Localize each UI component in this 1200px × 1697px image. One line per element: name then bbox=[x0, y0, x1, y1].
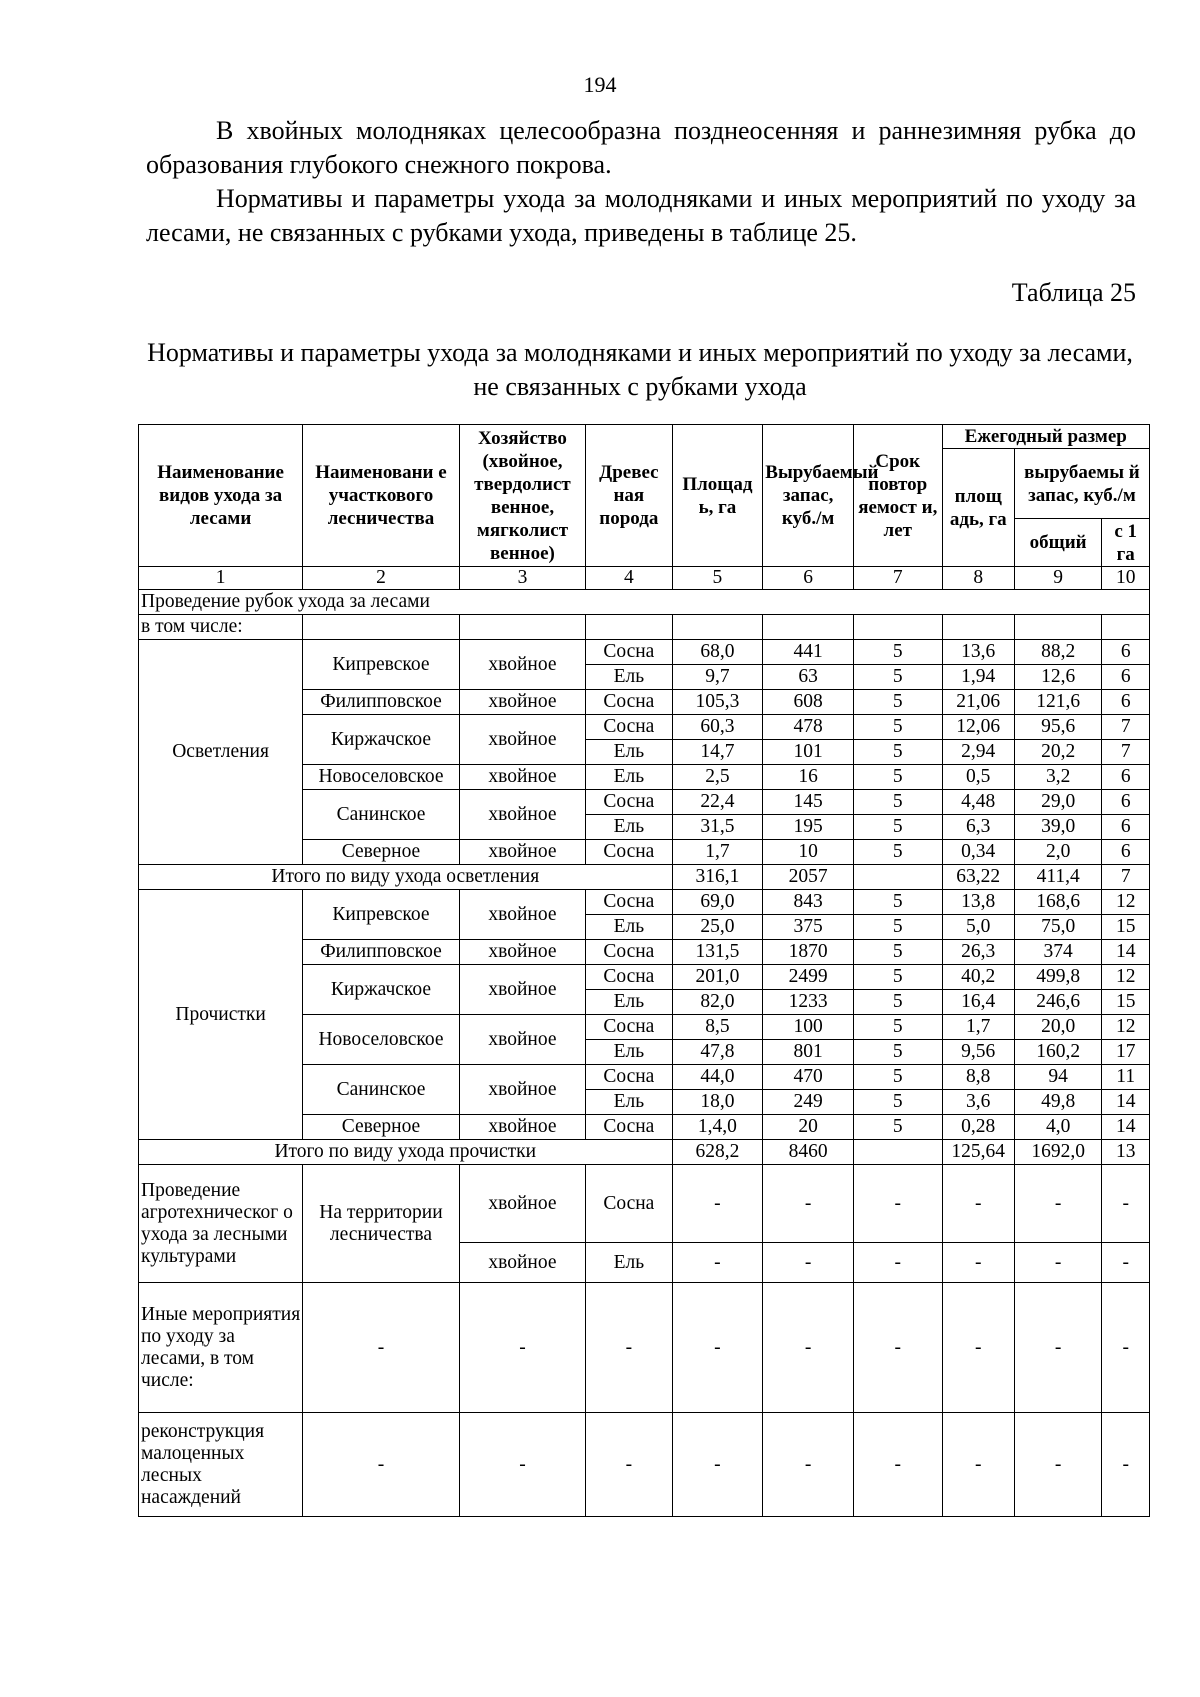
header-economy: Хозяйство (хвойное, твердолист венное, мягколист венное) bbox=[459, 425, 585, 567]
annual-total-cell: 75,0 bbox=[1014, 915, 1101, 940]
per-ha-cell: 6 bbox=[1102, 840, 1150, 865]
including-row bbox=[139, 615, 1150, 640]
annual-total-cell: 168,6 bbox=[1014, 890, 1101, 915]
annual-total-cell: 49,8 bbox=[1014, 1090, 1101, 1115]
header-felled: вырубаемы й запас, куб./м bbox=[1014, 449, 1149, 519]
annual-area-cell: 8,8 bbox=[942, 1065, 1014, 1090]
area-cell: 31,5 bbox=[672, 815, 763, 840]
stock-cell: 478 bbox=[763, 715, 854, 740]
term-cell: 5 bbox=[853, 1065, 942, 1090]
area-cell: 22,4 bbox=[672, 790, 763, 815]
per-ha-cell: 14 bbox=[1102, 940, 1150, 965]
stock-cell: 101 bbox=[763, 740, 854, 765]
stock-cell: 470 bbox=[763, 1065, 854, 1090]
index-row: 1 2 3 4 5 6 7 8 9 10 bbox=[139, 567, 1150, 590]
species-cell: Ель bbox=[586, 990, 672, 1015]
term-cell: 5 bbox=[853, 690, 942, 715]
annual-total-cell: 20,2 bbox=[1014, 740, 1101, 765]
term-cell: 5 bbox=[853, 1015, 942, 1040]
annual-total-cell: 3,2 bbox=[1014, 765, 1101, 790]
area-cell: 201,0 bbox=[672, 965, 763, 990]
per-ha-cell: 7 bbox=[1102, 715, 1150, 740]
annual-total-cell: 94 bbox=[1014, 1065, 1101, 1090]
annual-total-cell: 88,2 bbox=[1014, 640, 1101, 665]
annual-total-cell: 29,0 bbox=[1014, 790, 1101, 815]
term-cell: 5 bbox=[853, 1090, 942, 1115]
annual-area-cell: 16,4 bbox=[942, 990, 1014, 1015]
economy-cell: хвойное bbox=[459, 1065, 585, 1115]
area-cell: 9,7 bbox=[672, 665, 763, 690]
annual-total-cell: 374 bbox=[1014, 940, 1101, 965]
annual-area-cell: 4,48 bbox=[942, 790, 1014, 815]
recon-type: реконструкция малоценных лесных насаждений bbox=[139, 1413, 303, 1517]
paragraph-1: В хвойных молодняках целесообразна позднеосенняя и раннезимняя рубка до образования глубокого снежного покрова. bbox=[146, 116, 1136, 179]
annual-total-cell: 39,0 bbox=[1014, 815, 1101, 840]
annual-area-cell: 5,0 bbox=[942, 915, 1014, 940]
agro-forestry: На территории лесничества bbox=[303, 1165, 460, 1283]
per-ha-cell: 14 bbox=[1102, 1090, 1150, 1115]
forestry-cell: Санинское bbox=[303, 790, 460, 840]
stock-cell: 63 bbox=[763, 665, 854, 690]
term-cell: 5 bbox=[853, 915, 942, 940]
header-annual-area: площ адь, га bbox=[942, 449, 1014, 567]
economy-cell: хвойное bbox=[459, 940, 585, 965]
per-ha-cell: 6 bbox=[1102, 790, 1150, 815]
header-type: Наименование видов ухода за лесами bbox=[139, 425, 303, 567]
species-cell: Ель bbox=[586, 815, 672, 840]
care-type-cell: Осветления bbox=[139, 640, 303, 865]
per-ha-cell: 15 bbox=[1102, 990, 1150, 1015]
stock-cell: 1870 bbox=[763, 940, 854, 965]
forestry-cell: Новоселовское bbox=[303, 765, 460, 790]
per-ha-cell: 11 bbox=[1102, 1065, 1150, 1090]
table-row bbox=[139, 640, 1150, 665]
term-cell: 5 bbox=[853, 965, 942, 990]
economy-cell: хвойное bbox=[459, 640, 585, 690]
annual-total-cell: 95,6 bbox=[1014, 715, 1101, 740]
header-annual: Ежегодный размер bbox=[942, 425, 1149, 449]
total-row: Итого по виду ухода осветления 316,1 2057 63,22 411,4 7 bbox=[139, 865, 1150, 890]
term-cell: 5 bbox=[853, 1115, 942, 1140]
species-cell: Сосна bbox=[586, 1115, 672, 1140]
species-cell: Сосна bbox=[586, 790, 672, 815]
annual-area-cell: 3,6 bbox=[942, 1090, 1014, 1115]
stock-cell: 10 bbox=[763, 840, 854, 865]
total-label: Итого по виду ухода осветления bbox=[139, 865, 673, 890]
stock-cell: 100 bbox=[763, 1015, 854, 1040]
care-type-cell: Прочистки bbox=[139, 890, 303, 1140]
annual-area-cell: 9,56 bbox=[942, 1040, 1014, 1065]
total-label: Итого по виду ухода прочистки bbox=[139, 1140, 673, 1165]
total-row: Итого по виду ухода прочистки 628,2 8460 125,64 1692,0 13 bbox=[139, 1140, 1150, 1165]
species-cell: Сосна bbox=[586, 940, 672, 965]
header-stock: Вырубаемый запас, куб./м bbox=[763, 425, 854, 567]
term-cell: 5 bbox=[853, 640, 942, 665]
forestry-cell: Новоселовское bbox=[303, 1015, 460, 1065]
per-ha-cell: 6 bbox=[1102, 640, 1150, 665]
annual-total-cell: 160,2 bbox=[1014, 1040, 1101, 1065]
annual-total-cell: 4,0 bbox=[1014, 1115, 1101, 1140]
per-ha-cell: 6 bbox=[1102, 765, 1150, 790]
term-cell: 5 bbox=[853, 840, 942, 865]
per-ha-cell: 12 bbox=[1102, 890, 1150, 915]
economy-cell: хвойное bbox=[459, 965, 585, 1015]
forestry-cell: Киржачское bbox=[303, 965, 460, 1015]
economy-cell: хвойное bbox=[459, 715, 585, 765]
annual-area-cell: 0,34 bbox=[942, 840, 1014, 865]
area-cell: 82,0 bbox=[672, 990, 763, 1015]
forestry-cell: Киржачское bbox=[303, 715, 460, 765]
area-cell: 47,8 bbox=[672, 1040, 763, 1065]
term-cell: 5 bbox=[853, 790, 942, 815]
species-cell: Ель bbox=[586, 765, 672, 790]
per-ha-cell: 15 bbox=[1102, 915, 1150, 940]
stock-cell: 375 bbox=[763, 915, 854, 940]
term-cell: 5 bbox=[853, 890, 942, 915]
area-cell: 25,0 bbox=[672, 915, 763, 940]
stock-cell: 1233 bbox=[763, 990, 854, 1015]
term-cell: 5 bbox=[853, 1040, 942, 1065]
annual-area-cell: 13,6 bbox=[942, 640, 1014, 665]
term-cell: 5 bbox=[853, 665, 942, 690]
forestry-cell: Санинское bbox=[303, 1065, 460, 1115]
term-cell: 5 bbox=[853, 740, 942, 765]
forestry-cell: Северное bbox=[303, 840, 460, 865]
page-number: 194 bbox=[583, 72, 617, 97]
annual-total-cell: 12,6 bbox=[1014, 665, 1101, 690]
per-ha-cell: 14 bbox=[1102, 1115, 1150, 1140]
annual-area-cell: 2,94 bbox=[942, 740, 1014, 765]
area-cell: 105,3 bbox=[672, 690, 763, 715]
table-title: Нормативы и параметры ухода за молодняками и иных мероприятий по уходу за лесами, не связанных с рубками ухода bbox=[147, 338, 1133, 401]
stock-cell: 608 bbox=[763, 690, 854, 715]
per-ha-cell: 6 bbox=[1102, 815, 1150, 840]
species-cell: Ель bbox=[586, 665, 672, 690]
per-ha-cell: 6 bbox=[1102, 665, 1150, 690]
species-cell: Сосна bbox=[586, 640, 672, 665]
stock-cell: 2499 bbox=[763, 965, 854, 990]
economy-cell: хвойное bbox=[459, 790, 585, 840]
table-row: Проведение агротехническог о ухода за лесными культурами На территории лесничества хвойное Сосна - - - - - - bbox=[139, 1165, 1150, 1243]
stock-cell: 801 bbox=[763, 1040, 854, 1065]
area-cell: 18,0 bbox=[672, 1090, 763, 1115]
annual-area-cell: 6,3 bbox=[942, 815, 1014, 840]
paragraph-2: Нормативы и параметры ухода за молодняками и иных мероприятий по уходу за лесами, не связанных с рубками ухода, приведены в таблице 25. bbox=[146, 184, 1136, 247]
stock-cell: 195 bbox=[763, 815, 854, 840]
per-ha-cell: 12 bbox=[1102, 1015, 1150, 1040]
stock-cell: 16 bbox=[763, 765, 854, 790]
area-cell: 1,4,0 bbox=[672, 1115, 763, 1140]
area-cell: 44,0 bbox=[672, 1065, 763, 1090]
annual-area-cell: 40,2 bbox=[942, 965, 1014, 990]
term-cell: 5 bbox=[853, 715, 942, 740]
annual-area-cell: 1,7 bbox=[942, 1015, 1014, 1040]
header-area: Площад ь, га bbox=[672, 425, 763, 567]
area-cell: 2,5 bbox=[672, 765, 763, 790]
species-cell: Сосна bbox=[586, 890, 672, 915]
annual-total-cell: 20,0 bbox=[1014, 1015, 1101, 1040]
term-cell: 5 bbox=[853, 940, 942, 965]
area-cell: 1,7 bbox=[672, 840, 763, 865]
species-cell: Сосна bbox=[586, 1065, 672, 1090]
header-term: Срок повтор яемост и, лет bbox=[853, 425, 942, 567]
species-cell: Ель bbox=[586, 1090, 672, 1115]
stock-cell: 441 bbox=[763, 640, 854, 665]
data-table bbox=[138, 424, 1150, 1517]
forestry-cell: Кипревское bbox=[303, 890, 460, 940]
table-row: Иные мероприятия по уходу за лесами, в том числе: - - - - - - - - - bbox=[139, 1283, 1150, 1413]
per-ha-cell: 12 bbox=[1102, 965, 1150, 990]
forestry-cell: Филипповское bbox=[303, 690, 460, 715]
agro-type: Проведение агротехническог о ухода за лесными культурами bbox=[139, 1165, 303, 1283]
economy-cell: хвойное bbox=[459, 690, 585, 715]
term-cell: 5 bbox=[853, 815, 942, 840]
table-row bbox=[139, 890, 1150, 915]
species-cell: Сосна bbox=[586, 965, 672, 990]
stock-cell: 20 bbox=[763, 1115, 854, 1140]
area-cell: 60,3 bbox=[672, 715, 763, 740]
table-label: Таблица 25 bbox=[1011, 278, 1136, 307]
section-header: Проведение рубок ухода за лесами bbox=[139, 590, 1150, 615]
per-ha-cell: 6 bbox=[1102, 690, 1150, 715]
annual-area-cell: 1,94 bbox=[942, 665, 1014, 690]
forestry-cell: Кипревское bbox=[303, 640, 460, 690]
pro-group bbox=[139, 890, 1150, 1140]
species-cell: Сосна bbox=[586, 715, 672, 740]
term-cell: 5 bbox=[853, 765, 942, 790]
stock-cell: 249 bbox=[763, 1090, 854, 1115]
annual-area-cell: 21,06 bbox=[942, 690, 1014, 715]
header-per-ha: с 1 га bbox=[1102, 519, 1150, 567]
table-row: реконструкция малоценных лесных насаждений - - - - - - - - - bbox=[139, 1413, 1150, 1517]
header-forestry: Наименовани е участкового лесничества bbox=[303, 425, 460, 567]
annual-area-cell: 13,8 bbox=[942, 890, 1014, 915]
economy-cell: хвойное bbox=[459, 890, 585, 940]
annual-area-cell: 0,5 bbox=[942, 765, 1014, 790]
area-cell: 131,5 bbox=[672, 940, 763, 965]
economy-cell: хвойное bbox=[459, 840, 585, 865]
annual-area-cell: 26,3 bbox=[942, 940, 1014, 965]
annual-total-cell: 121,6 bbox=[1014, 690, 1101, 715]
economy-cell: хвойное bbox=[459, 1015, 585, 1065]
stock-cell: 145 bbox=[763, 790, 854, 815]
including-label: в том числе: bbox=[139, 615, 303, 640]
other-type: Иные мероприятия по уходу за лесами, в том числе: bbox=[139, 1283, 303, 1413]
table-row: хвойное Ель - - - - - - bbox=[139, 1243, 1150, 1283]
species-cell: Ель bbox=[586, 915, 672, 940]
economy-cell: хвойное bbox=[459, 1115, 585, 1140]
header-total: общий bbox=[1014, 519, 1101, 567]
economy-cell: хвойное bbox=[459, 765, 585, 790]
per-ha-cell: 17 bbox=[1102, 1040, 1150, 1065]
area-cell: 68,0 bbox=[672, 640, 763, 665]
per-ha-cell: 7 bbox=[1102, 740, 1150, 765]
forestry-cell: Северное bbox=[303, 1115, 460, 1140]
osv-group bbox=[139, 640, 1150, 865]
term-cell: 5 bbox=[853, 990, 942, 1015]
annual-area-cell: 0,28 bbox=[942, 1115, 1014, 1140]
annual-area-cell: 12,06 bbox=[942, 715, 1014, 740]
annual-total-cell: 246,6 bbox=[1014, 990, 1101, 1015]
species-cell: Сосна bbox=[586, 840, 672, 865]
header-species: Древес ная порода bbox=[586, 425, 672, 567]
species-cell: Ель bbox=[586, 1040, 672, 1065]
area-cell: 69,0 bbox=[672, 890, 763, 915]
annual-total-cell: 2,0 bbox=[1014, 840, 1101, 865]
section-row bbox=[139, 590, 1150, 615]
area-cell: 8,5 bbox=[672, 1015, 763, 1040]
species-cell: Сосна bbox=[586, 690, 672, 715]
species-cell: Ель bbox=[586, 740, 672, 765]
species-cell: Сосна bbox=[586, 1015, 672, 1040]
annual-total-cell: 499,8 bbox=[1014, 965, 1101, 990]
forestry-cell: Филипповское bbox=[303, 940, 460, 965]
stock-cell: 843 bbox=[763, 890, 854, 915]
area-cell: 14,7 bbox=[672, 740, 763, 765]
